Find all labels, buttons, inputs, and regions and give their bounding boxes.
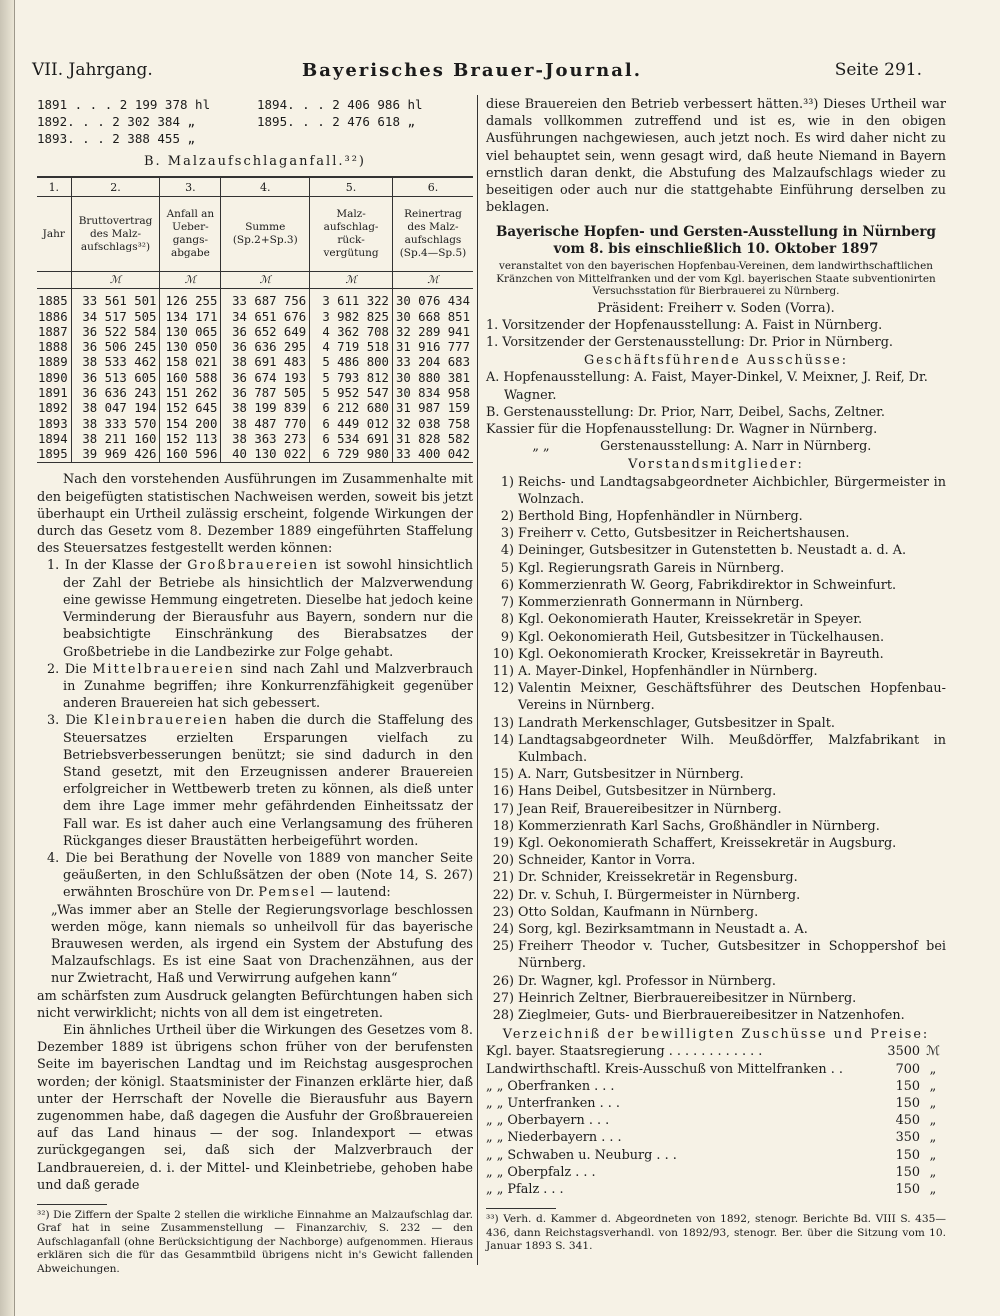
- table-cell: 30 880 381: [392, 371, 473, 386]
- table-cell: 1890: [38, 370, 68, 385]
- board-member: 13) Landrath Merkenschlager, Gutsbesitzer in Spalt.: [492, 715, 835, 731]
- table-cell: 33 204 683: [392, 355, 473, 370]
- table-cell: 6 534 691: [310, 432, 393, 447]
- board-member: 17) Jean Reif, Brauereibesitzer in Nürnberg.: [492, 801, 782, 817]
- table-cell: 32 038 758: [392, 417, 473, 432]
- board-member: 4) Deininger, Gutsbesitzer in Gutenstetten b. Neustadt a. d. A.: [500, 543, 907, 559]
- continuation-paragraph: diese Brauereien den Betrieb verbessert hätten.³³) Dieses Urtheil war damals vollkommen zutreffend und ist es, wie in den obigen Ausführungen nachgewiesen, auch jetzt noch. Es wird daher nicht zu viel behauptet sein, wenn gesagt wird, daß heute Niemand in Bayern ernstlich daran denkt, die Abstufung des Malzaufschlags wieder zu beseitigen oder auch nur die stattgehabte Einführung derselben zu beklagen.: [486, 97, 946, 216]
- board-member: 18) Kommerzienrath Karl Sachs, Großhändler in Nürnberg.: [492, 818, 880, 834]
- unit-row: ℳ ℳ ℳ ℳ ℳ: [37, 272, 473, 289]
- table-row: [37, 310, 473, 325]
- table-cell: 160 588: [160, 371, 221, 386]
- board-member: 15) A. Narr, Gutsbesitzer in Nürnberg.: [492, 767, 744, 783]
- table-cell: 38 363 273: [221, 432, 310, 447]
- table-cell: 36 674 193: [221, 371, 310, 386]
- board-member: 19) Kgl. Oekonomierath Schaffert, Kreissekretär in Augsburg.: [492, 835, 897, 851]
- table-row: [37, 417, 473, 432]
- table-row: [37, 340, 473, 355]
- table-cell: 126 255: [160, 289, 221, 310]
- board-member: 21) Dr. Schnider, Kreissekretär in Regensburg.: [492, 870, 798, 886]
- table-cell: 31 916 777: [392, 340, 473, 355]
- table-row: [37, 386, 473, 401]
- board-member: 3) Freiherr v. Cetto, Gutsbesitzer in Reichertshausen.: [500, 526, 850, 542]
- table-cell: 38 691 483: [221, 355, 310, 370]
- item4-conclusion: am schärfsten zum Ausdruck gelangten Befürchtungen haben sich nicht verwirklicht; nichts von all dem ist eingetreten.: [37, 988, 473, 1021]
- table-cell: 30 076 434: [392, 289, 473, 310]
- page-number: Seite 291.: [834, 60, 922, 80]
- board-member: 9) Kgl. Oekonomierath Heil, Gutsbesitzer in Tückelhausen.: [500, 629, 885, 645]
- table-cell: 33 561 501: [71, 289, 160, 310]
- second-paragraph: Ein ähnliches Urtheil über die Wirkungen des Gesetzes vom 8. Dezember 1889 ist übrigens schon früher von der berufensten Seite im bayerischen Landtag und im Reichstag ausgesprochen worden; der königl. Staatsminister der Finanzen erklärte hier, daß unter der Herrschaft der Novelle die Bierausfuhr aus Bayern zugenommen habe, daß dagegen die Ausfuhr der Großbrauereien auf das Land hinaus — der sog. Inlandexport — etwas zurückgegangen sei, daß sich der Malzverbrauch der Landbrauereien, d. i. der Mittel- und Kleinbetriebe, gehoben habe und daß gerade: [37, 1022, 473, 1193]
- table-cell: 154 200: [160, 417, 221, 432]
- table-row: [37, 432, 473, 447]
- table-cell: 1888: [38, 340, 68, 355]
- table-cell: 38 333 570: [71, 417, 160, 432]
- table-cell: 30 668 851: [392, 310, 473, 325]
- table-cell: 36 636 243: [71, 386, 160, 401]
- board-member: 8) Kgl. Oekonomierath Hauter, Kreissekretär in Speyer.: [500, 612, 863, 628]
- table-cell: 33 400 042: [392, 447, 473, 463]
- grant-row: „ „ Niederbayern . . . 350 „: [486, 1130, 937, 1146]
- page-header: [32, 60, 922, 88]
- grant-row: „ „ Schwaben u. Neuburg . . . 150 „: [486, 1147, 937, 1163]
- pemsel-quote: „Was immer aber an Stelle der Regierungsvorlage beschlossen werden möge, kann niemals so unheilvoll für das bayerische Brauwesen werden, als irgend ein System der Abstufung des Malzaufschlags. Es ist eine Saat von Drachenzähnen, aus der nur Zwietracht, Haß und Verwirrung aufgehen kann“: [51, 902, 473, 987]
- table-cell: 38 199 839: [221, 401, 310, 416]
- table-cell: 3 982 825: [310, 310, 393, 325]
- malt-tax-table: [37, 176, 473, 463]
- table-cell: 6 729 980: [310, 447, 393, 463]
- intro-paragraph: Nach den vorstehenden Ausführungen im Zusammenhalte mit den beigefügten statistischen Nachweisen werden, soweit bis jetzt überhaupt ein Urtheil zulässig erscheint, folgende Wirkungen der durch das Gesetz vom 8. Dezember 1889 eingeführten Staffelung des Steuersatzes festgestellt werden können:: [37, 472, 473, 557]
- board-member: 25) Freiherr Theodor v. Tucher, Gutsbesitzer in Schoppershof bei Nürnberg.: [492, 939, 946, 972]
- table-cell: 4 362 708: [310, 325, 393, 340]
- grant-row: „ „ Oberpfalz . . . 150 „: [486, 1164, 937, 1180]
- table-cell: 5 793 812: [310, 371, 393, 386]
- grant-row: „ „ Unterfranken . . . 150 „: [486, 1095, 937, 1111]
- table-cell: 130 065: [160, 325, 221, 340]
- table-cell: 30 834 958: [392, 386, 473, 401]
- board-member: 1) Reichs- und Landtagsabgeordneter Aichbichler, Bürgermeister in Wolnzach.: [500, 474, 946, 507]
- board-member: 22) Dr. v. Schuh, I. Bürgermeister in Nürnberg.: [492, 887, 801, 903]
- table-cell: 36 522 584: [71, 325, 160, 340]
- column-number-row: 1. 2. 3. 4. 5. 6.: [37, 177, 473, 197]
- table-cell: 160 596: [160, 447, 221, 463]
- footnote-33: ³³) Verh. d. Kammer d. Abgeordneten von 1892, stenogr. Berichte Bd. VIII S. 435—436, dann Reichstagsverhandl. von 1892/93, stenogr. Ber. über die Sitzung vom 10. Januar 1893 S. 341.: [486, 1213, 946, 1253]
- col-year: Jahr: [37, 197, 71, 272]
- table-cell: 36 513 605: [71, 371, 160, 386]
- effect-item-4: 4. Die bei Berathung der Novelle von 1889 von mancher Seite geäußerten, in den Schlußsätzen der oben (Note 14, S. 267) erwähnten Broschüre von Dr. Pemsel — lautend:: [47, 850, 473, 901]
- table-cell: 1891: [38, 385, 68, 400]
- table-body: [37, 289, 473, 463]
- table-cell: 36 636 295: [221, 340, 310, 355]
- board-member: 23) Otto Soldan, Kaufmann in Nürnberg.: [492, 904, 759, 920]
- table-row: [37, 289, 473, 310]
- exhibition-title: Bayerische Hopfen- und Gersten-Ausstellung in Nürnberg vom 8. bis einschließlich 10. Oktober 1897: [496, 224, 936, 258]
- table-cell: 1893: [38, 416, 68, 431]
- board-member: 11) A. Mayer-Dinkel, Hopfenhändler in Nürnberg.: [492, 663, 818, 679]
- grant-row: „ „ Pfalz . . . 150 „: [486, 1182, 937, 1197]
- table-cell: 151 262: [160, 386, 221, 401]
- table-cell: 1895: [38, 447, 68, 462]
- grants-list: [486, 1043, 946, 1198]
- board-member: 6) Kommerzienrath W. Georg, Fabrikdirektor in Schweinfurt.: [500, 577, 897, 593]
- left-column: [37, 96, 473, 1276]
- table-cell: 33 687 756: [221, 289, 310, 310]
- effect-item-2: 2. Die Mittelbrauereien sind nach Zahl und Malzverbrauch in Zunahme begriffen; ihre Konkurrenzfähigkeit gegenüber anderen Brauereien hat sich gebessert.: [47, 661, 473, 712]
- board-members-list: [486, 474, 946, 1025]
- table-caption: B. Malzaufschlaganfall.³²): [143, 154, 366, 169]
- footnote-rule: [37, 1204, 107, 1205]
- table-cell: 31 828 582: [392, 432, 473, 447]
- board-member: 20) Schneider, Kantor in Vorra.: [492, 853, 696, 869]
- committees-heading: Geschäftsführende Ausschüsse:: [583, 353, 849, 369]
- table-cell: 134 171: [160, 310, 221, 325]
- board-member: 27) Heinrich Zeltner, Bierbrauereibesitzer in Nürnberg.: [492, 990, 857, 1006]
- grants-heading: Verzeichniß der bewilligten Zuschüsse und Preise:: [502, 1027, 930, 1043]
- board-member: 28) Zieglmeier, Guts- und Bierbrauereibesitzer in Natzenhofen.: [492, 1007, 905, 1023]
- journal-title: Bayerisches Brauer-Journal.: [302, 60, 642, 81]
- chair-hops: 1. Vorsitzender der Hopfenausstellung: A. Faist in Nürnberg.: [486, 317, 883, 333]
- production-row: 1893. . . 2 388 455 „: [37, 131, 196, 146]
- table-cell: 152 645: [160, 401, 221, 416]
- production-row: 1892. . . 2 302 384 „ 1895. . . 2 476 618 „: [37, 114, 416, 129]
- right-column: [486, 96, 946, 1253]
- table-cell: 36 652 649: [221, 325, 310, 340]
- table-cell: 1894: [38, 431, 68, 446]
- exhibition-subtitle: veranstaltet von den bayerischen Hopfenbau-Vereinen, dem landwirthschaftlichen Kränzchen von Mittelfranken und der vom Kgl. bayerischen Staate subventionirten Versuchsstation für Bierbrauerei zu Nürnberg.: [496, 260, 936, 298]
- board-member: 26) Dr. Wagner, kgl. Professor in Nürnberg.: [492, 973, 776, 989]
- production-row: 1891 . . . 2 199 378 hl 1894. . . 2 406 986 hl: [37, 97, 423, 112]
- column-header-row: [37, 197, 473, 272]
- table-cell: 32 289 941: [392, 325, 473, 340]
- cashier-barley: „ „ Gerstenausstellung: A. Narr in Nürnberg.: [532, 439, 872, 455]
- table-cell: 152 113: [160, 432, 221, 447]
- table-cell: 3 611 322: [310, 289, 393, 310]
- grant-row: Landwirthschaftl. Kreis-Ausschuß von Mittelfranken . . 700 „: [486, 1061, 937, 1077]
- table-cell: 6 449 012: [310, 417, 393, 432]
- scan-binding-edge: [0, 0, 15, 1316]
- effect-item-1: 1. In der Klasse der Großbrauereien ist sowohl hinsichtlich der Zahl der Betriebe als hinsichtlich der Malzverwendung eine gewisse Hemmung eingetreten. Dieselbe hat jedoch keine Verminderung der Bierausfuhr aus Bayern, sondern nur die beabsichtigte Einschränkung des Bierabsatzes der Großbetriebe in die Landbezirke zur Folge gehabt.: [47, 558, 473, 660]
- table-cell: 38 047 194: [71, 401, 160, 416]
- table-cell: 31 987 159: [392, 401, 473, 416]
- table-row: [37, 325, 473, 340]
- table-cell: 1886: [38, 309, 68, 324]
- board-member: 14) Landtagsabgeordneter Wilh. Meußdörffer, Malzfabrikant in Kulmbach.: [492, 732, 946, 765]
- president-line: Präsident: Freiherr v. Soden (Vorra).: [597, 300, 835, 316]
- board-member: 24) Sorg, kgl. Bezirksamtmann in Neustadt a. A.: [492, 921, 808, 937]
- table-cell: 6 212 680: [310, 401, 393, 416]
- board-member: 7) Kommerzienrath Gonnermann in Nürnberg.: [500, 595, 804, 611]
- chair-barley: 1. Vorsitzender der Gerstenausstellung: Dr. Prior in Nürnberg.: [486, 335, 893, 351]
- table-cell: 1889: [38, 355, 68, 370]
- table-cell: 158 021: [160, 355, 221, 370]
- grant-row: „ „ Oberfranken . . . 150 „: [486, 1078, 937, 1094]
- table-cell: 5 486 800: [310, 355, 393, 370]
- table-cell: 38 211 160: [71, 432, 160, 447]
- cashier-hops: Kassier für die Hopfenausstellung: Dr. Wagner in Nürnberg.: [486, 422, 878, 438]
- board-member: 12) Valentin Meixner, Geschäftsführer des Deutschen Hopfenbau-Vereins in Nürnberg.: [492, 681, 946, 714]
- grant-row: „ „ Oberbayern . . . 450 „: [486, 1113, 937, 1129]
- journal-page: [22, 0, 990, 1316]
- table-cell: 1892: [38, 401, 68, 416]
- table-cell: 130 050: [160, 340, 221, 355]
- footnote-rule: [486, 1208, 556, 1209]
- left-body-text: [37, 471, 473, 1276]
- col-refund: Malz-aufschlag-rück-vergütung: [310, 197, 393, 272]
- board-member: 10) Kgl. Oekonomierath Krocker, Kreissekretär in Bayreuth.: [492, 646, 884, 662]
- col-transition: Anfall an Ueber-gangs-abgabe: [160, 197, 221, 272]
- table-row: [37, 447, 473, 463]
- volume-label: VII. Jahrgang.: [32, 60, 153, 80]
- table-cell: 1885: [38, 294, 68, 309]
- committee-hops: A. Hopfenausstellung: A. Faist, Mayer-Dinkel, V. Meixner, J. Reif, Dr. Wagner.: [486, 370, 928, 403]
- column-divider: [477, 95, 478, 1265]
- board-heading: Vorstandsmitglieder:: [628, 457, 804, 473]
- footnote-32: ³²) Die Ziffern der Spalte 2 stellen die wirkliche Einnahme an Malzaufschlag dar. Graf hat in seine Zusammenstellung — Finanzarchiv, S. 232 — den Aufschlaganfall (ohne Berücksichtigung der Nachborge) aufgenommen. Hieraus erklären sich die für das Gesammtbild übrigens nicht in's Gewicht fallenden Abweichungen.: [37, 1209, 473, 1275]
- table-cell: 39 969 426: [71, 447, 160, 463]
- table-row: [37, 355, 473, 370]
- table-row: [37, 401, 473, 416]
- grant-row: Kgl. bayer. Staatsregierung . . . . . . . . . . . . 3500 ℳ: [486, 1044, 940, 1060]
- table-row: [37, 371, 473, 386]
- production-list: [37, 96, 473, 147]
- col-net: Reinertrag des Malz-aufschlags (Sp.4—Sp.5): [392, 197, 473, 272]
- board-member: 16) Hans Deibel, Gutsbesitzer in Nürnberg.: [492, 784, 777, 800]
- table-cell: 34 651 676: [221, 310, 310, 325]
- table-cell: 36 787 505: [221, 386, 310, 401]
- table-cell: 4 719 518: [310, 340, 393, 355]
- table-cell: 5 952 547: [310, 386, 393, 401]
- table-cell: 40 130 022: [221, 447, 310, 463]
- table-cell: 38 487 770: [221, 417, 310, 432]
- table-cell: 38 533 462: [71, 355, 160, 370]
- committee-barley: B. Gerstenausstellung: Dr. Prior, Narr, Deibel, Sachs, Zeltner.: [486, 404, 885, 420]
- table-cell: 1887: [38, 324, 68, 339]
- table-cell: 36 506 245: [71, 340, 160, 355]
- col-gross: Bruttovertrag des Malz-aufschlags³²): [71, 197, 160, 272]
- board-member: 5) Kgl. Regierungsrath Gareis in Nürnberg.: [500, 560, 785, 576]
- board-member: 2) Berthold Bing, Hopfenhändler in Nürnberg.: [500, 509, 803, 525]
- col-sum: Summe (Sp.2+Sp.3): [221, 197, 310, 272]
- table-cell: 34 517 505: [71, 310, 160, 325]
- effect-item-3: 3. Die Kleinbrauereien haben die durch die Staffelung des Steuersatzes erzielten Ersparungen vielfach zu Betriebsverbesserungen benützt; sie sind dadurch in den Stand gesetzt, mit den Erzeugnissen anderer Brauereien erfolgreicher in Wettbewerb treten zu können, als dieß unter dem ihre Lage immer mehr gefährdenden Einheitssatz der Fall war. Es ist daher auch eine Verlangsamung des früheren Rückganges dieser Braustätten herbeigeführt worden.: [47, 713, 473, 849]
